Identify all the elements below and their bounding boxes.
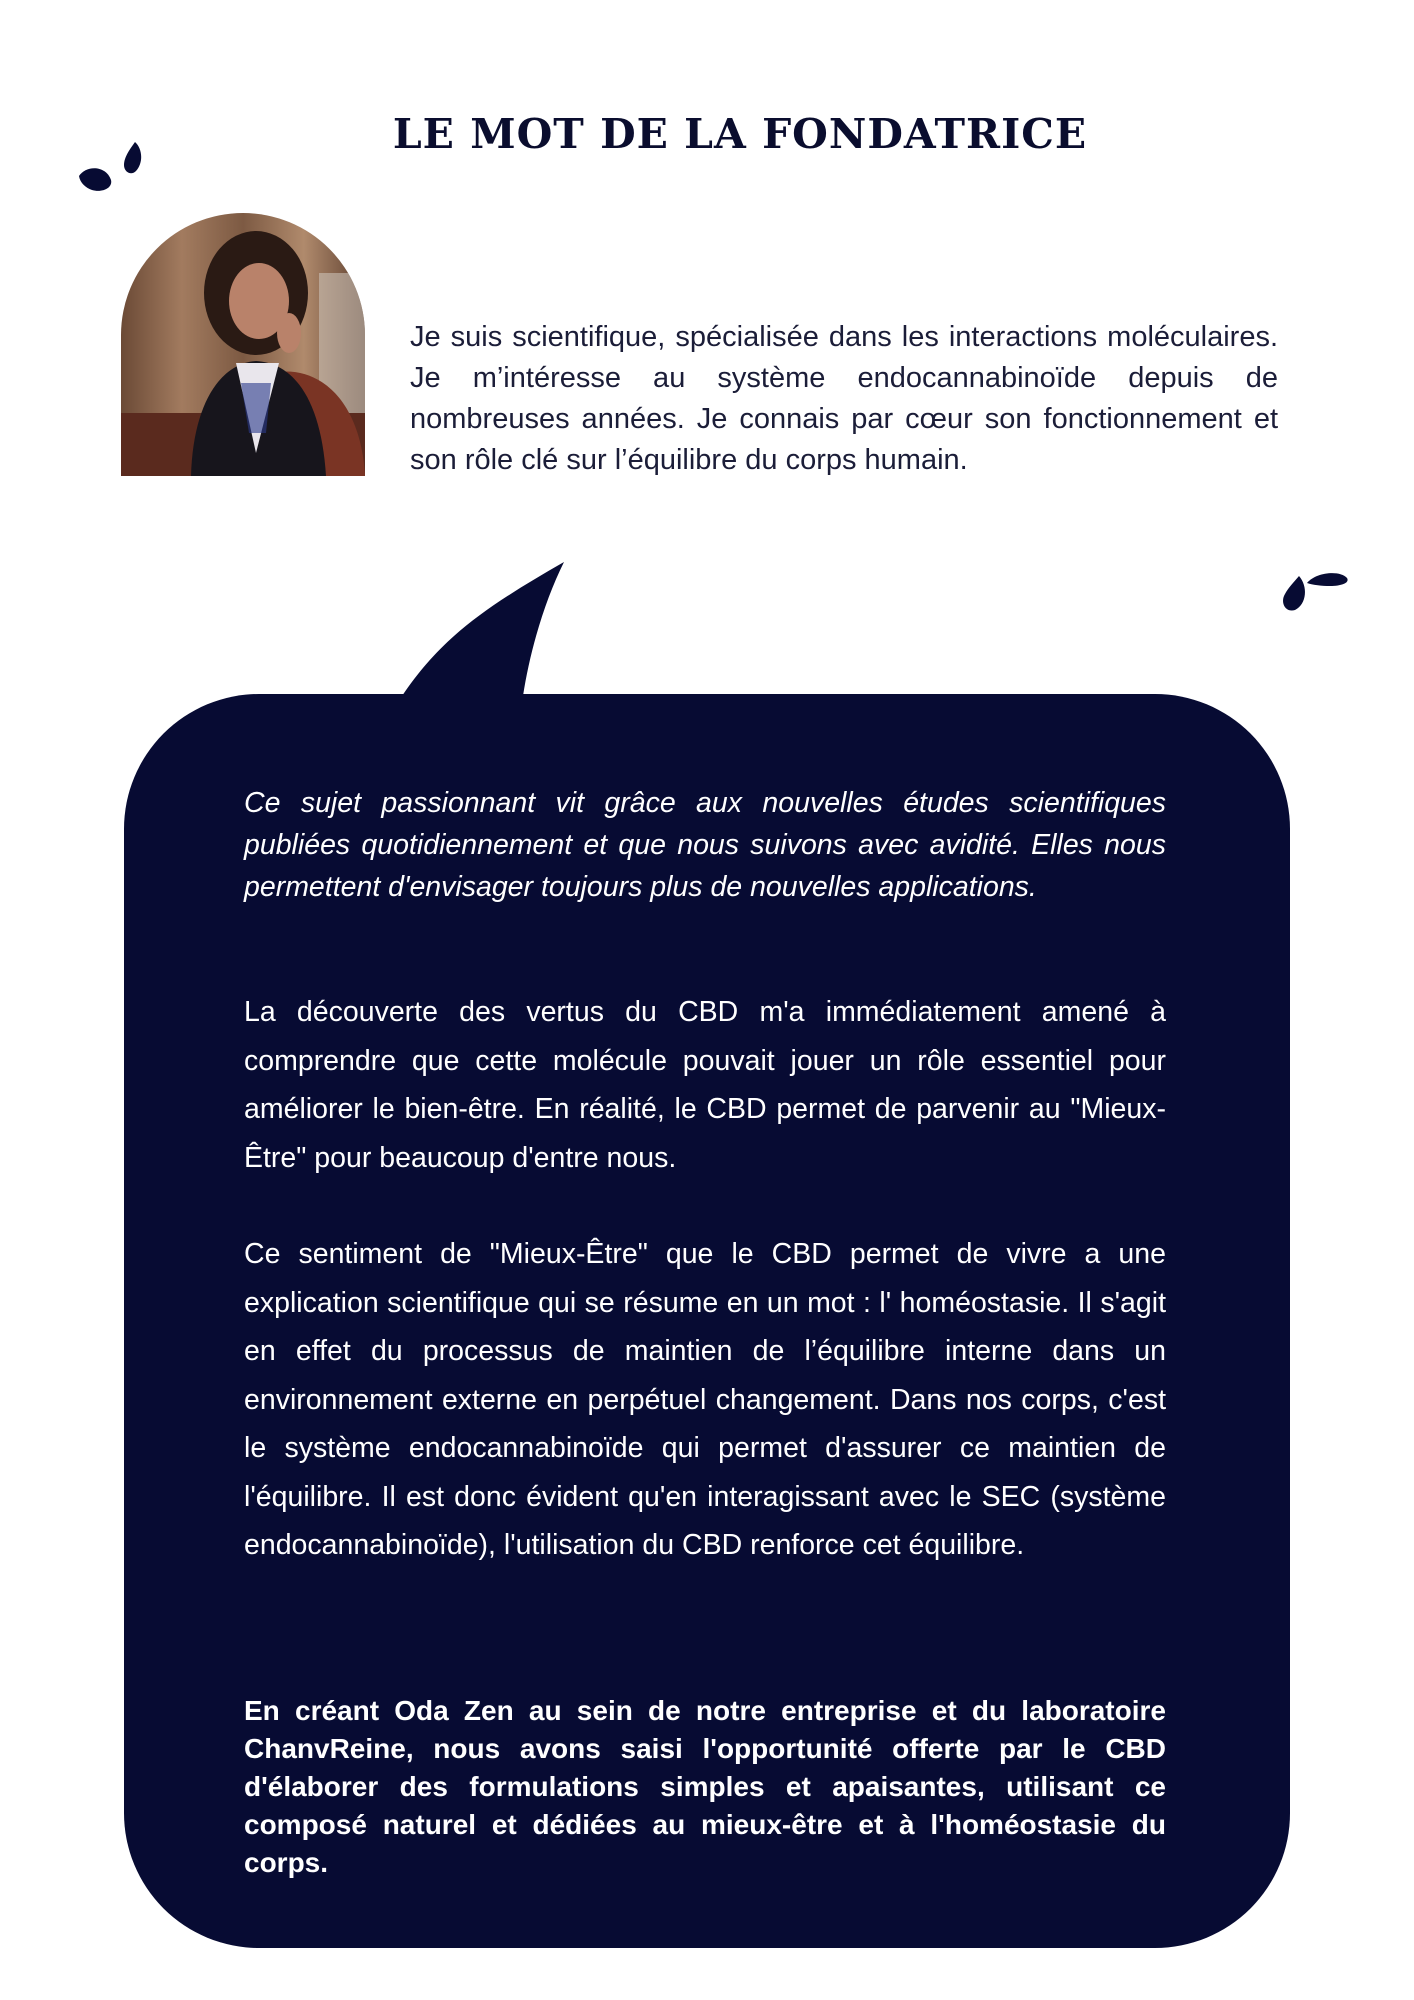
bubble-paragraph-4: En créant Oda Zen au sein de notre entreprise et du laboratoire ChanvReine, nous avons saisi l'opportunité offerte par le CBD d'élaborer des formulations simples et apaisantes, utilisant ce composé naturel et dédiées au mieux-être et à l'homéostasie du corps. xyxy=(244,1695,1166,1878)
bubble-paragraph-3: Ce sentiment de "Mieux-Être" que le CBD permet de vivre a une explication scientifique qui se résume en un mot : l' homéostasie. Il s'agit en effet du processus de maintien de l’équilibre interne dans un environnement externe en perpétuel changement. Dans nos corps, c'est le système endocannabinoïde qui permet d'assurer ce maintien de l'équilibre. Il est donc évident qu'en interagissant avec le SEC (système endocannabinoïde), l'utilisation du CBD renforce cet équilibre. xyxy=(244,1238,1166,1561)
intro-paragraph: Je suis scientifique, spécialisée dans les interactions moléculaires. Je m’intéresse au système endocannabinoïde depuis de nombreuses années. Je connais par cœur son fonctionnement et son rôle clé sur l’équilibre du corps humain. xyxy=(410,321,1278,476)
bubble-paragraph-1: Ce sujet passionnant vit grâce aux nouvelles études scientifiques publiées quotidiennement et que nous suivons avec avidité. Elles nous permettent d'envisager toujours plus de nouvelles applications. xyxy=(244,787,1166,903)
bubble-paragraph-2: La découverte des vertus du CBD m'a immédiatement amené à comprendre que cette molécule pouvait jouer un rôle essentiel pour améliorer le bien-être. En réalité, le CBD permet de parvenir au "Mieux-Être" pour beaucoup d'entre nous. xyxy=(244,996,1166,1174)
page-title: LE MOT DE LA FONDATRICE xyxy=(392,110,1088,158)
